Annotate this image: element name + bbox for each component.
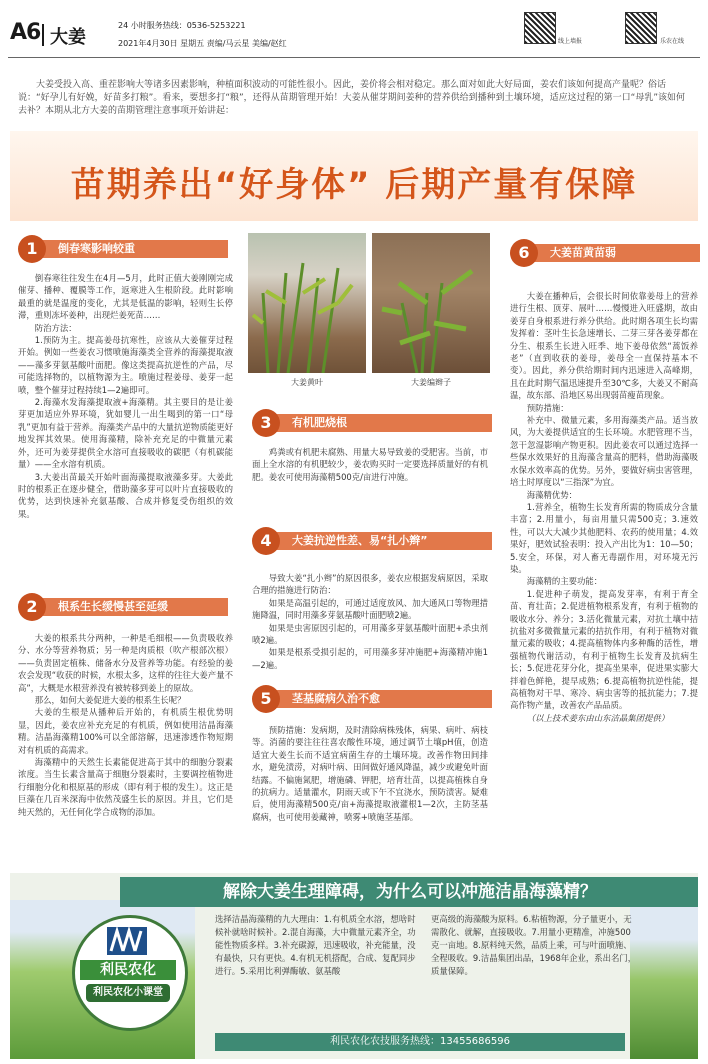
paragraph: 倒春寒往往发生在4月—5月，此时正值大姜刚刚完成催芽、播种、覆膜等工作，返寒进入生根阶段。此时影响最重的就是温度的变化，尤其是低温的影响，轻则生长停滞，重则冻坏姜种，出现烂姜死苗…… bbox=[18, 273, 233, 321]
section-title: 根系生长缓慢甚至延缓 bbox=[36, 598, 228, 616]
section-number: 1 bbox=[18, 235, 46, 263]
paragraph: （以上技术姜东由山东洁晶集团提供） bbox=[526, 712, 670, 723]
paragraph: 防治方法： bbox=[34, 322, 77, 333]
section-number: 5 bbox=[252, 685, 280, 713]
page-header bbox=[0, 0, 708, 62]
qr-code-icon[interactable] bbox=[524, 12, 556, 44]
field-photo-right bbox=[630, 900, 698, 1059]
ad-body-column: 更高级的海藻酸为原料。6.粘植物源，分子量更小，无需散化、就解，直接吸收。7.用量小更精准，冲施500克一亩地。8.原料纯天然，品质上乘，可与叶面喷施、全程吸收。9.洁晶集团出品，1968年企业，系出名门，质量保障。 bbox=[431, 914, 637, 976]
section-title: 有机肥烧根 bbox=[270, 414, 492, 432]
section-heading-1 bbox=[18, 238, 233, 260]
section-heading-2 bbox=[18, 596, 233, 618]
section-title: 大姜苗黄苗弱 bbox=[528, 244, 700, 262]
intro-paragraph: 大姜受投入高、重茬影响大等诸多因素影响，种植面积波动的可能性很小。因此，姜价将会相对稳定。那么面对如此大好局面，姜农们该如何提高产量呢？俗话说：“好孕儿有好娩，好苗多打粮”。看来，要想多打“粮”，还得从苗期管理开始！大姜从催芽期间姜种的营养供给到播种到土壤环境，适应这过程的第一口“母乳”该如何去补？本期从北方大姜的苗期管理注意事项开始讲起： bbox=[18, 80, 685, 116]
header-rule bbox=[8, 57, 700, 58]
paragraph: 如果是虫害原因引起的，可用藻多芽氨基酸叶面肥+杀虫剂喷2遍。 bbox=[252, 622, 488, 646]
company-class-name: 利民农化小课堂 bbox=[86, 984, 170, 1002]
company-logo-icon bbox=[107, 927, 147, 955]
section-number: 2 bbox=[18, 593, 46, 621]
section-body-3 bbox=[252, 446, 488, 483]
section-body-2 bbox=[18, 632, 233, 818]
qr-caption: 线上墙报 bbox=[558, 38, 583, 45]
paragraph: 3.大姜出苗最关开始叶面海藻提取液藻多芽。大姜此时的根系正在逐步健全，借助藻多芽可以叶片直接吸收的优势，达到快速补充氨基酸、合成并修复受伤组织的效果。 bbox=[18, 471, 233, 519]
paragraph: 海藻精的主要功能： bbox=[526, 576, 603, 587]
section-body-6 bbox=[510, 290, 698, 724]
photo-ginger-braided bbox=[372, 233, 490, 373]
photo-caption: 大姜黄叶 bbox=[291, 378, 323, 387]
main-title: 苗期养出“好身体” 后期产量有保障 bbox=[70, 165, 638, 205]
paragraph: 2.海藻水发海藻提取液+海藻精。其主要目的是让姜芽更加适应外界环境，犹如婴儿一出生喝到的第一口“母乳”更加有益于营养。海藻类产品中的大量抗逆物质能更好地发挥其效果。使用海藻精，除补充充足的中微量元素外，还可为姜芽提供全水溶可直接吸收的碳肥（有机碳能量）——全水溶有机质。 bbox=[18, 397, 233, 470]
section-body-1 bbox=[18, 272, 233, 520]
photo-caption: 大姜编辫子 bbox=[411, 378, 451, 387]
ad-body-column: 选择洁晶海藻精的九大理由：1.有机质全水溶，想啥时候补就啥时候补。2.混自海藻，大中微量元素齐全，功能性物质多样。3.补充碳源，迅速吸收，补充能量，没有最快，只有更快。4.有机无机搭配，合成、复配同步进行。5.采用比利弹酶敏、氨基酸 bbox=[215, 914, 416, 976]
paragraph: 1.促进种子萌发，提高发芽率，有利于育全苗、育壮苗；2.促进植物根系发育，有利于植物的吸收水分、养分；3.活化微量元素，对抗土壤中拮抗盐对多微微量元素的拮抗作用，有利于植物对微量元素的吸收；4.提高植物体内多种酶的活性，增强植物代谢活动，有利于植物生长发育及抗病生长；5.促进花芽分化，提高坐果率，促进果实膨大拌着色鲜艳，提早成熟；6.提高植物抗逆性能，提高植物对干旱、寒冷、病虫害等的抵抗能力；7.提高作物产量，改善农产品品质。 bbox=[510, 588, 698, 711]
paragraph: 海藻精中的天然生长素能促进高于其中的细胞分裂素浓度。当生长素含量高于细胞分裂素时，主要调控植物进行细胞分化和根原基的形成（即有利于根的发生）。这正是巨藻在几百米深海中依然茂盛生长的原因。并且，它们是纯天然的，无任何化学合成物的添加。 bbox=[18, 757, 233, 817]
section-heading-6 bbox=[510, 242, 698, 264]
paragraph: 大姜的生根是从播种后开始的，有机质生根优势明显，因此，姜农应补充充足的有机质，例如使用洁晶海藻精。洁晶海藻精100%可以全部溶解，迅速渗透作物短期对有机质的高需求。 bbox=[18, 707, 233, 755]
section-number: 4 bbox=[252, 527, 280, 555]
header-divider bbox=[42, 24, 44, 46]
qr-code-icon[interactable] bbox=[625, 12, 657, 44]
paragraph: 那么，如何大姜促进大姜的根系生长呢？ bbox=[34, 695, 186, 706]
service-hotline: 24 小时服务热线：0536-5253221 bbox=[118, 21, 246, 30]
paragraph: 导致大姜“扎小辫”的原因很多，姜农应根据发病原因，采取合理的措施进行防治： bbox=[252, 573, 488, 596]
section-title: 倒春寒影响较重 bbox=[36, 240, 228, 258]
section-body-4 bbox=[252, 572, 488, 671]
paragraph: 补充中、微量元素，多用海藻类产品。适当放风，为大姜提供适宜的生长环境。水肥管理不当，忽干忽湿影响产物更积。因此姜农可以通过选择一些保水效果好的且海藻含量高的肥料，借助海藻吸水保水效率高的优势。另外，要做好病虫害管理，培土时厚度以“三指深”为宜。 bbox=[510, 415, 698, 488]
section-title: 大姜抗逆性差、易“扎小辫” bbox=[270, 532, 492, 550]
section-body-5 bbox=[252, 724, 488, 823]
paragraph: 预防措施： bbox=[526, 402, 569, 413]
section-heading-4 bbox=[252, 530, 488, 552]
paragraph: 预防措施：发病期，及时清除病株残体，病果、病叶、病枝等。消菌的要注往往喜农酸性环境，通过调节土壤pH值，创造适宜大姜生长而不适宜病菌生存的土壤环境。改善作物田间排水，避免渍涝，对病叶病、田间做好通风降温，减少或避免叶面结露。不偏施氮肥，增施磷、钾肥，培育壮苗，以提高植株自身的抗病力。适量灌水，阴雨天或下午不宜浇水，预防渍害。疑难后，使用海藻精500克/亩+海藻提取液灌根1—2次，主防茎基腐病，也可使用姜藏神，喷雾+喷施茎基部。 bbox=[252, 725, 488, 822]
ad-hotline[interactable]: 利民农化农技服务热线：13455686596 bbox=[215, 1033, 625, 1051]
paragraph: 1.营养全，植物生长发育所需的物质成分含量丰富；2.用量小，每亩用量只需500克；3.速效性，可以大大减少其他肥料、农药的使用量；4.效果好，肥效试验表明：投入产出比为1：10—50；5.安全，环保，对人畜无毒副作用，对环境无污染。 bbox=[510, 501, 698, 574]
section-name: 大姜 bbox=[50, 27, 86, 48]
section-number: 6 bbox=[510, 239, 538, 267]
paragraph: 大姜的根系共分两种，一种是毛细根——负责吸收养分、水分等营养物质；另一种是肉质根（吹产根部次根）——负责固定植株、储备水分及营养等功能。有经验的姜农会发现“收获的时候，水根太多，这样的往往大姜产量不高”，大概是水根营养没有被转移到姜上的原故。 bbox=[18, 633, 233, 693]
ad-title: 解除大姜生理障碍，为什么可以冲施洁晶海藻精？ bbox=[223, 882, 597, 902]
paragraph: 如果是根系受损引起的，可用藻多芽冲施肥+海藻精冲施1—2遍。 bbox=[252, 647, 488, 670]
photo-ginger-yellow-leaves bbox=[248, 233, 366, 373]
company-name: 利民农化 bbox=[80, 960, 176, 980]
ginger-plant-illustration bbox=[372, 233, 490, 373]
section-number: 3 bbox=[252, 409, 280, 437]
paragraph: 如果是高温引起的，可通过适度放风、加大通风口等物理措施降温，同时用藻多芽氨基酸叶面肥喷2遍。 bbox=[252, 597, 488, 621]
section-title: 茎基腐病久治不愈 bbox=[270, 690, 492, 708]
paragraph: 海藻精优势： bbox=[526, 489, 578, 500]
paragraph: 大姜在播种后，会很长时间依靠姜母上的营养进行生根、顶芽、展叶……慢慢进入旺盛期，故由姜芽自身根系进行养分供给。此时期各项生长均需发挥着：茎叶生长急速增长、二芽三芽各姜芽都在分生、根系生长进入旺季、地下姜母依然“蒿饭养老”（直到收获的姜母，姜母全一直保持基本不变）。因此，养分供给期时间内迅速进入高峰期，且在此时期气温迅速提升至30℃多，大姜又不耐高温，故东部、沿地区易出现弱苗瘦苗现象。 bbox=[510, 291, 698, 401]
page-number: A6 bbox=[10, 20, 41, 45]
paragraph: 1.预防为主。提高姜母抗寒性，应该从大姜催芽过程开始。例如一些姜农习惯喷施海藻类全营养的海藻提取液——藻多芽氨基酸叶面肥。像这类提高抗逆性的产品，尽可能选择物的，以植物源为主。喷施过程姜母、姜芽一起喷，整个催芽过程持续1—2遍即可。 bbox=[18, 335, 233, 395]
qr-caption: 乐农在线 bbox=[660, 38, 685, 45]
ginger-plant-illustration bbox=[248, 233, 366, 373]
section-heading-3 bbox=[252, 412, 488, 434]
issue-dateline: 2021年4月30日 星期五 责编/马云星 美编/赵红 bbox=[118, 39, 287, 48]
paragraph: 鸡粪或有机肥未腐熟、用量大易导致姜的受肥害。当前，市面上全水溶的有机肥较少，姜农购买时一定要选择质量好的有机肥。姜农可使用海藻精500克/亩进行冲施。 bbox=[252, 447, 488, 482]
section-heading-5 bbox=[252, 688, 488, 710]
